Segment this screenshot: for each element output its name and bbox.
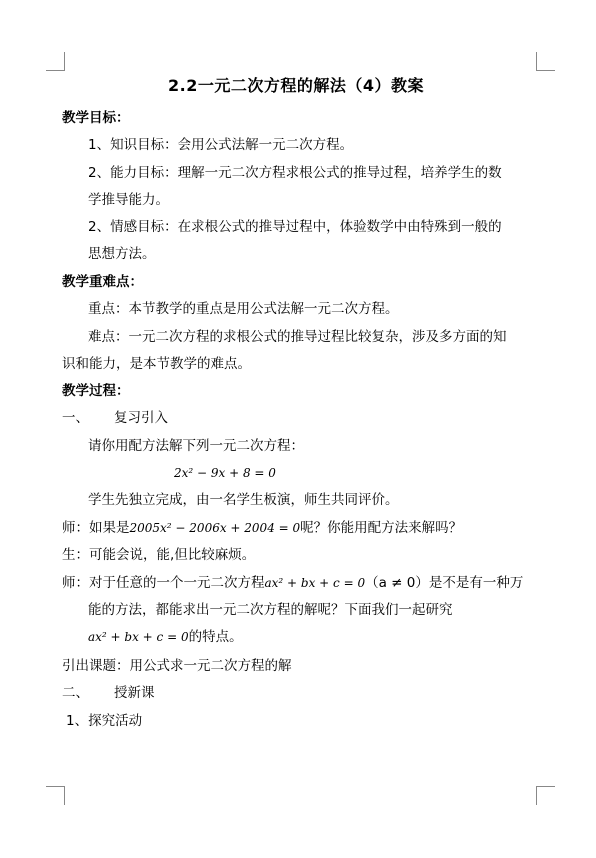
crop-mark-bottom-left: [46, 786, 65, 805]
goal-ability-line1: 2、能力目标：理解一元二次方程求根公式的推导过程，培养学生的数: [88, 165, 502, 181]
prompt-text: 请你用配方法解下列一元二次方程：: [88, 438, 304, 454]
section-one-number: 一、: [62, 410, 89, 426]
goal-emotion-line1: 2、情感目标：在求根公式的推导过程中，体验数学中由特殊到一般的: [88, 219, 502, 235]
teacher-label-text: 师：如果是: [62, 520, 130, 536]
teacher-question-one-post: 呢？你能用配方法来解吗？: [300, 520, 463, 536]
teacher-question-two-line2: 能的方法，都能求出一元二次方程的解呢？下面我们一起研究: [88, 602, 453, 618]
goal-ability-line2: 学推导能力。: [88, 192, 169, 208]
process-heading: 教学过程：: [62, 383, 130, 399]
section-two-number: 二、: [62, 685, 89, 701]
activity-heading: 1、探究活动: [66, 713, 143, 729]
teacher-question-two-pre: 师：对于任意的一个一元二次方程: [62, 575, 265, 591]
teacher-question-two-line3: [88, 628, 243, 646]
focus-text: 重点：本节教学的重点是用公式法解一元二次方程。: [88, 301, 399, 317]
crop-mark-top-right: [536, 52, 555, 71]
section-two-title: 授新课: [114, 685, 155, 701]
crop-mark-bottom-right: [536, 786, 555, 805]
condition-text: （a ≠ 0）: [365, 575, 429, 591]
goal-knowledge: 1、知识目标：会用公式法解一元二次方程。: [88, 137, 354, 153]
student-work-text: 学生先独立完成，由一名学生板演，师生共同评价。: [88, 492, 399, 508]
teacher-question-one: [62, 519, 462, 537]
teacher-question-two-line3-post: 的特点。: [188, 629, 243, 645]
section-one-title: 复习引入: [114, 410, 168, 426]
general-equation: ax² + bx + c = 0: [264, 576, 366, 590]
goals-heading: 教学目标：: [62, 110, 130, 126]
page-title: 2.2一元二次方程的解法（4）教案: [168, 76, 424, 95]
difficulty-line1: 难点：一元二次方程的求根公式的推导过程比较复杂，涉及多方面的知: [88, 329, 507, 345]
equation-one: [174, 466, 276, 480]
difficulty-line2: 识和能力，是本节教学的难点。: [62, 356, 251, 372]
teacher-question-two-post: 是不是有一种万: [428, 575, 524, 591]
lead-topic: 引出课题：用公式求一元二次方程的解: [62, 658, 292, 674]
teacher-question-two-line1: [62, 574, 523, 592]
goal-emotion-line2: 思想方法。: [88, 246, 156, 262]
student-reply: 生：可能会说，能,但比较麻烦。: [62, 547, 256, 563]
equation-one-text: 2x² − 9x + 8 = 0: [174, 466, 276, 480]
general-equation-repeat: ax² + bx + c = 0: [88, 630, 189, 644]
keypoints-heading: 教学重难点：: [62, 274, 143, 290]
crop-mark-top-left: [46, 52, 65, 71]
equation-two: 2005x² − 2006x + 2004 = 0: [129, 521, 301, 535]
